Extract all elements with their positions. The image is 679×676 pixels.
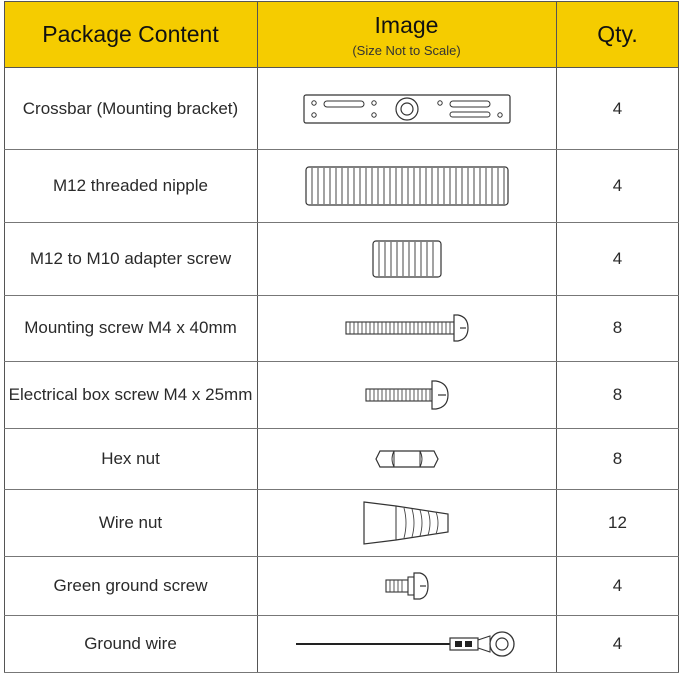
item-name: Crossbar (Mounting bracket) [22,98,239,118]
item-qty [556,361,679,428]
item-qty [556,68,679,149]
qty-value: 8 [612,318,623,337]
ground-screw-icon [257,556,556,615]
box-screw-icon [257,361,556,428]
item-qty [556,615,679,672]
qty-value: 4 [612,98,623,118]
table-row [4,489,257,556]
qty-value: 8 [612,384,623,404]
item-name: Electrical box screw M4 x 25mm [8,384,253,404]
table-row [4,615,257,672]
table-border-bottom [4,672,679,673]
item-qty [556,295,679,361]
header-col3-label: Qty. [597,21,638,47]
qty-value: 8 [612,448,623,468]
header-col1-label: Package Content [42,21,219,47]
item-qty [556,149,679,222]
ground-wire-icon [257,615,556,672]
qty-value: 4 [612,175,623,195]
wire-nut-icon [257,489,556,556]
item-name: M12 threaded nipple [52,175,208,195]
item-name: Ground wire [84,633,177,653]
table-row [4,428,257,489]
table-row [4,556,257,615]
qty-value: 12 [608,512,627,532]
qty-value: 4 [612,248,623,268]
hex-nut-icon [257,428,556,489]
mounting-screw-icon [257,295,556,361]
crossbar-icon [257,68,556,149]
package-content-table [4,1,679,673]
item-qty [556,489,679,556]
qty-value: 4 [612,575,623,595]
item-name: Hex nut [101,448,160,468]
item-name: Wire nut [98,512,163,532]
item-qty [556,556,679,615]
header-image [257,1,556,68]
header-col2-label: Image [374,11,439,38]
item-name: M12 to M10 adapter screw [29,248,232,268]
threaded-nipple-icon [257,149,556,222]
table-row [4,68,257,149]
header-package-content [4,1,257,68]
table-row [4,149,257,222]
item-qty [556,428,679,489]
table-row [4,222,257,295]
header-qty [556,1,679,68]
table-row [4,295,257,361]
item-name: Green ground screw [53,575,208,595]
table-row [4,361,257,428]
header-col2-sublabel: (Size Not to Scale) [352,42,461,58]
item-qty [556,222,679,295]
qty-value: 4 [612,633,623,653]
item-name: Mounting screw M4 x 40mm [24,318,237,337]
adapter-screw-icon [257,222,556,295]
